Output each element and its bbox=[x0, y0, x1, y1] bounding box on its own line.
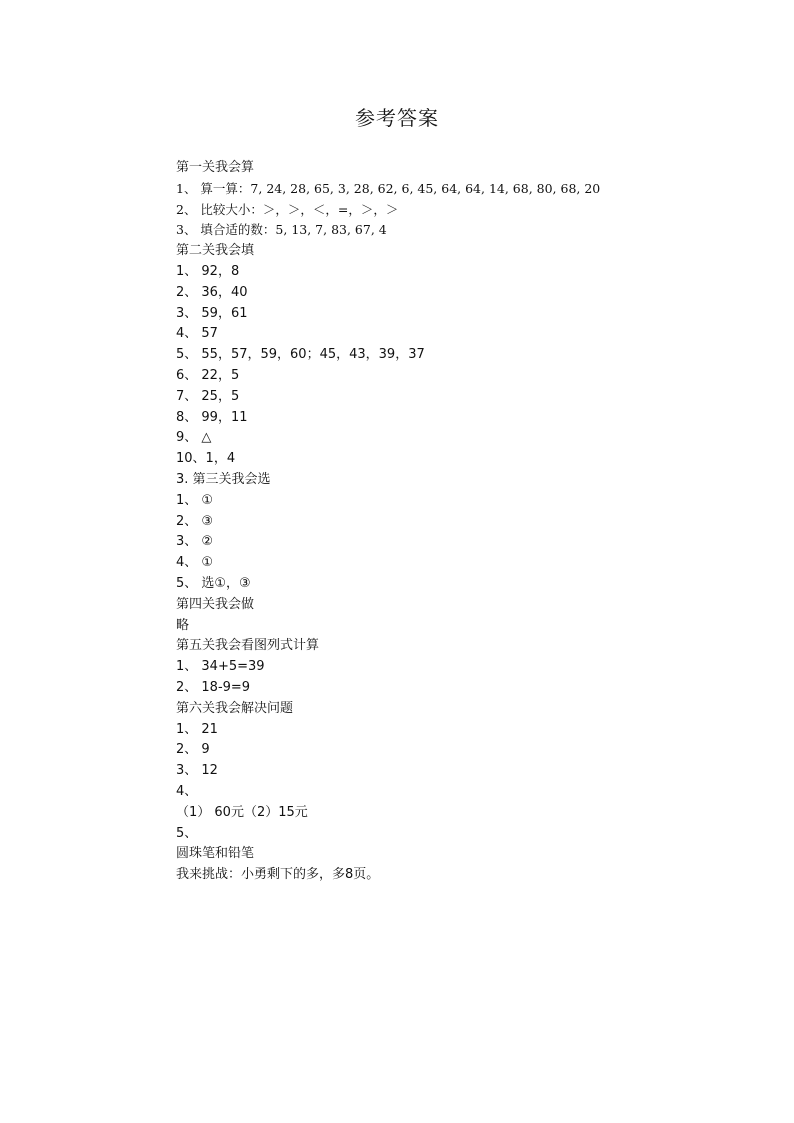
answer-line: 7、 25，5 bbox=[176, 388, 240, 404]
answer-line: 我来挑战：小勇剩下的多，多8页。 bbox=[176, 867, 380, 883]
answer-line: 5、 bbox=[176, 825, 198, 841]
answer-line: 3、 填合适的数：5, 13, 7, 83, 67, 4 bbox=[176, 222, 387, 238]
answer-line: 8、 99，11 bbox=[176, 409, 248, 425]
answer-line: 1、 34+5=39 bbox=[176, 659, 265, 675]
answer-line: 2、 36，40 bbox=[176, 284, 248, 300]
answer-line: 2、 比较大小：＞，＞，＜，=，＞，＞ bbox=[176, 201, 399, 217]
answer-line: 10、1，4 bbox=[176, 451, 236, 467]
section-heading: 第二关我会填 bbox=[176, 243, 255, 259]
answer-line: 1、 92，8 bbox=[176, 263, 240, 279]
answer-line: 2、 ③ bbox=[176, 513, 214, 529]
answer-line: 略 bbox=[176, 617, 190, 633]
answer-content bbox=[176, 158, 736, 886]
answer-line: 2、 9 bbox=[176, 742, 210, 758]
answer-line: 3、 59，61 bbox=[176, 305, 248, 321]
answer-line: 3、 ② bbox=[176, 534, 214, 550]
answer-line: 1、 21 bbox=[176, 721, 218, 737]
answer-line: 6、 22，5 bbox=[176, 367, 240, 383]
answer-line: 9、 △ bbox=[176, 430, 212, 446]
answer-line: 4、 bbox=[176, 783, 198, 799]
section-heading: 第五关我会看图列式计算 bbox=[176, 638, 320, 654]
section-heading: 3. 第三关我会选 bbox=[176, 471, 271, 487]
answer-line: 1、 ① bbox=[176, 492, 214, 508]
answer-line: 5、 55，57，59，60；45，43，39，37 bbox=[176, 347, 425, 363]
answer-line: 3、 12 bbox=[176, 763, 218, 779]
page-title: 参考答案 bbox=[355, 106, 439, 130]
answer-line: 圆珠笔和铅笔 bbox=[176, 846, 255, 862]
answer-line: 1、 算一算：7, 24, 28, 65, 3, 28, 62, 6, 45, 64, 64, 14, 68, 80, 68, 20 bbox=[176, 180, 601, 196]
answer-line: 4、 ① bbox=[176, 555, 214, 571]
section-heading: 第四关我会做 bbox=[176, 596, 255, 612]
answer-line: 5、 选①，③ bbox=[176, 575, 251, 591]
answer-line: 2、 18-9=9 bbox=[176, 679, 251, 695]
section-heading: 第一关我会算 bbox=[176, 160, 255, 175]
section-heading: 第六关我会解决问题 bbox=[176, 700, 294, 716]
answer-line: （1） 60元（2）15元 bbox=[176, 804, 308, 820]
answer-line: 4、 57 bbox=[176, 326, 218, 342]
